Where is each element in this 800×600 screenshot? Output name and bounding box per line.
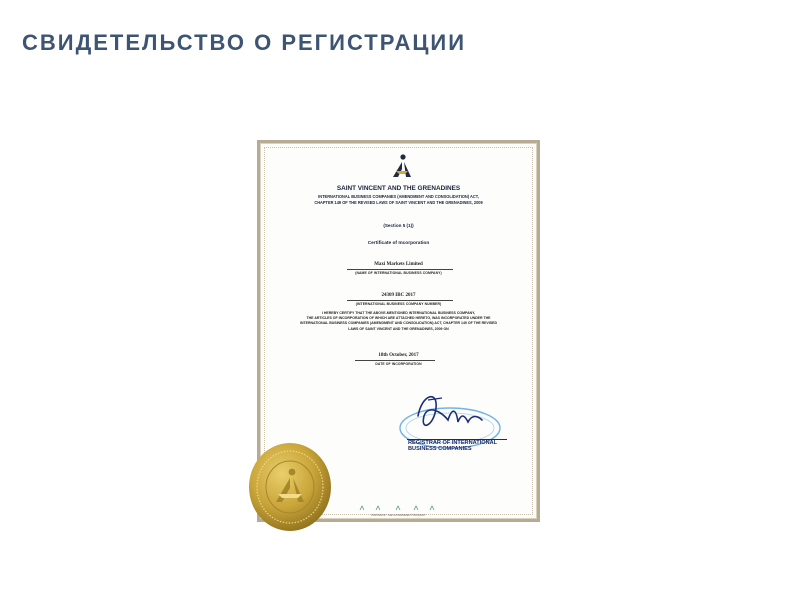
certificate-country: SAINT VINCENT AND THE GRENADINES <box>336 185 461 192</box>
company-number-underline <box>347 300 453 301</box>
certify-statement <box>260 311 537 332</box>
company-name: Maxi Markets Limited <box>374 262 423 267</box>
registrar-line-2: BUSINESS COMPANIES <box>408 446 472 453</box>
certify-line-1: I HEREBY CERTIFY THAT THE ABOVE-MENTIONED INTERNATIONAL BUSINESS COMPANY, <box>321 311 476 315</box>
company-number: 24309 IBC 2017 <box>381 293 416 298</box>
act-line-1: INTERNATIONAL BUSINESS COMPANIES (AMENDMENT AND CONSOLIDATION) ACT, <box>318 194 479 199</box>
incorporation-date-caption: DATE OF INCORPORATION <box>375 362 422 366</box>
incorporation-date: 18th October, 2017 <box>378 353 419 358</box>
gold-seal-icon <box>248 442 332 532</box>
certify-line-4: LAWS OF SAINT VINCENT AND THE GRENADINES, 2009 ON <box>348 326 449 331</box>
company-number-caption: (INTERNATIONAL BUSINESS COMPANY NUMBER) <box>355 302 442 306</box>
certify-line-2: THE ARTICLES OF INCORPORATION OF WHICH ARE ATTACHED HERETO, WAS INCORPORATED UNDER THE <box>306 316 491 321</box>
registrar-line-1: REGISTRAR OF INTERNATIONAL <box>408 440 498 446</box>
certificate-section: (Section 5 (1)) <box>383 223 414 228</box>
company-name-caption: (NAME OF INTERNATIONAL BUSINESS COMPANY) <box>355 271 442 275</box>
incorporation-date-underline <box>355 360 435 361</box>
registrar-title <box>408 440 497 453</box>
certificate-act <box>271 194 526 206</box>
act-line-2: CHAPTER 149 OF THE REVISED LAWS OF SAINT VINCENT AND THE GRENADINES, 2009 <box>314 200 483 205</box>
certify-line-3: INTERNATIONAL BUSINESS COMPANIES (AMENDMENT AND CONSOLIDATION) ACT, CHAPTER 149 OF THE REVISED <box>299 321 498 326</box>
svg-emblem-icon <box>390 153 414 179</box>
printed-by-note: PRINTED BY THE GOVERNMENT PRINTERY <box>371 514 426 517</box>
certificate-title: Certificate of Incorporation <box>367 241 430 246</box>
page-title: СВИДЕТЕЛЬСТВО О РЕГИСТРАЦИИ <box>22 30 467 55</box>
footer-ornament-icon <box>356 505 440 511</box>
company-name-underline <box>347 269 453 270</box>
